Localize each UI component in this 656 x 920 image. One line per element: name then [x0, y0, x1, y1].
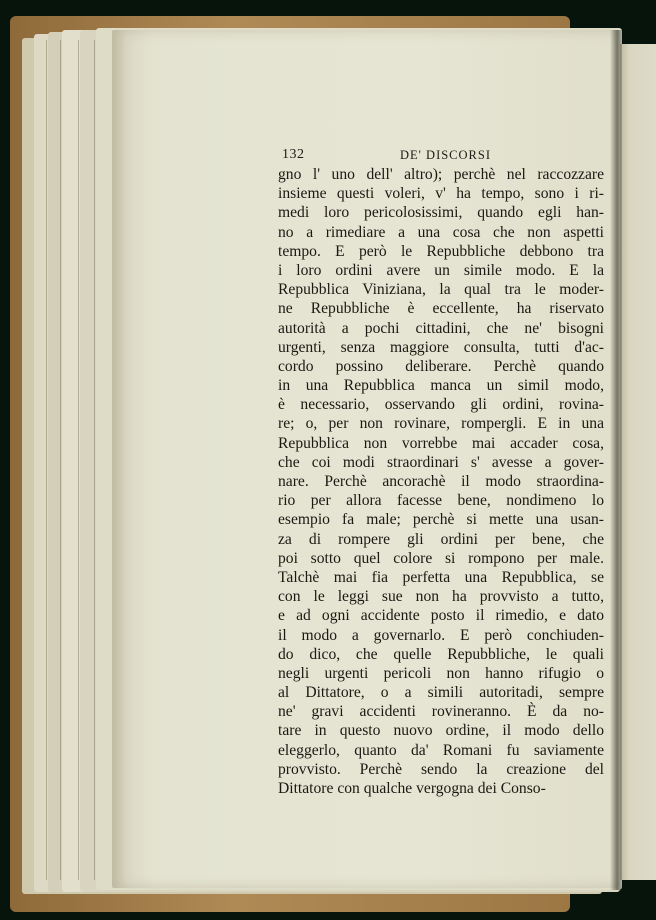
text-line: rio per allora facesse bene, nondimeno lo	[278, 492, 604, 510]
text-line: il modo a governarlo. E però conchiuden-	[278, 626, 604, 644]
facing-page	[618, 44, 656, 880]
page-edge-line	[94, 40, 95, 880]
text-line: negli urgenti pericoli non hanno rifugio o	[278, 664, 604, 682]
running-head: DE' DISCORSI	[400, 148, 491, 162]
text-line: ne Repubbliche è eccellente, ha riservato	[278, 300, 604, 318]
text-line: ne' gravi accidenti rovineranno. È da no-	[278, 703, 604, 721]
text-line: in una Repubblica manca un simil modo,	[278, 377, 604, 395]
text-line: no a rimediare a una cosa che non aspetti	[278, 223, 604, 241]
text-line: re; o, per non rovinare, rompergli. E in una	[278, 415, 604, 433]
page-edge-line	[78, 40, 79, 880]
text-line: è necessario, osservando gli ordini, rovina-	[278, 396, 604, 414]
spine-shadow	[610, 30, 622, 890]
text-line: gno l' uno dell' altro); perchè nel raccozzare	[278, 166, 604, 183]
text-line: poi sotto quel colore si rompono per male.	[278, 549, 604, 567]
text-line: za di rompere gli ordini per bene, che	[278, 530, 604, 548]
page-edge-line	[46, 40, 47, 880]
text-line: medi loro pericolosissimi, quando egli han-	[278, 204, 604, 222]
text-line: insieme questi voleri, v' ha tempo, sono i ri-	[278, 185, 604, 203]
text-line: Repubblica non vorrebbe mai accader cosa,	[278, 434, 604, 452]
text-line: Repubblica Viniziana, la qual tra le moder-	[278, 281, 604, 299]
text-line: al Dittatore, o a simili autoritadi, sempre	[278, 684, 604, 702]
text-line: eleggerlo, quanto da' Romani fu saviamente	[278, 741, 604, 759]
text-line: Talchè mai fia perfetta una Repubblica, se	[278, 568, 604, 586]
text-line: e ad ogni accidente posto il rimedio, e dato	[278, 607, 604, 625]
text-line: esempio fa male; perchè si mette una usan-	[278, 511, 604, 529]
text-line: do dico, che quelle Repubbliche, le quali	[278, 645, 604, 663]
text-line: autorità a pochi cittadini, che ne' bisogni	[278, 319, 604, 337]
text-line: tare in questo nuovo ordine, il modo dello	[278, 722, 604, 740]
text-line: i loro ordini avere un simile modo. E la	[278, 261, 604, 279]
text-line: provvisto. Perchè sendo la creazione del	[278, 760, 604, 778]
text-line: cordo possino deliberare. Perchè quando	[278, 357, 604, 375]
text-line: urgenti, senza maggiore consulta, tutti d'ac-	[278, 338, 604, 356]
text-line: con le leggi sue non ha provvisto a tutto,	[278, 588, 604, 606]
page-edge-line	[60, 40, 61, 880]
text-line: Dittatore con qualche vergogna dei Conso-	[278, 780, 546, 797]
body-text	[278, 165, 604, 798]
text-line: tempo. E però le Repubbliche debbono tra	[278, 242, 604, 260]
text-line: che coi modi straordinari s' avesse a gover-	[278, 453, 604, 471]
text-line: nare. Perchè ancorachè il modo straordina-	[278, 473, 604, 490]
page-header	[282, 147, 602, 167]
page-number: 132	[282, 147, 305, 162]
